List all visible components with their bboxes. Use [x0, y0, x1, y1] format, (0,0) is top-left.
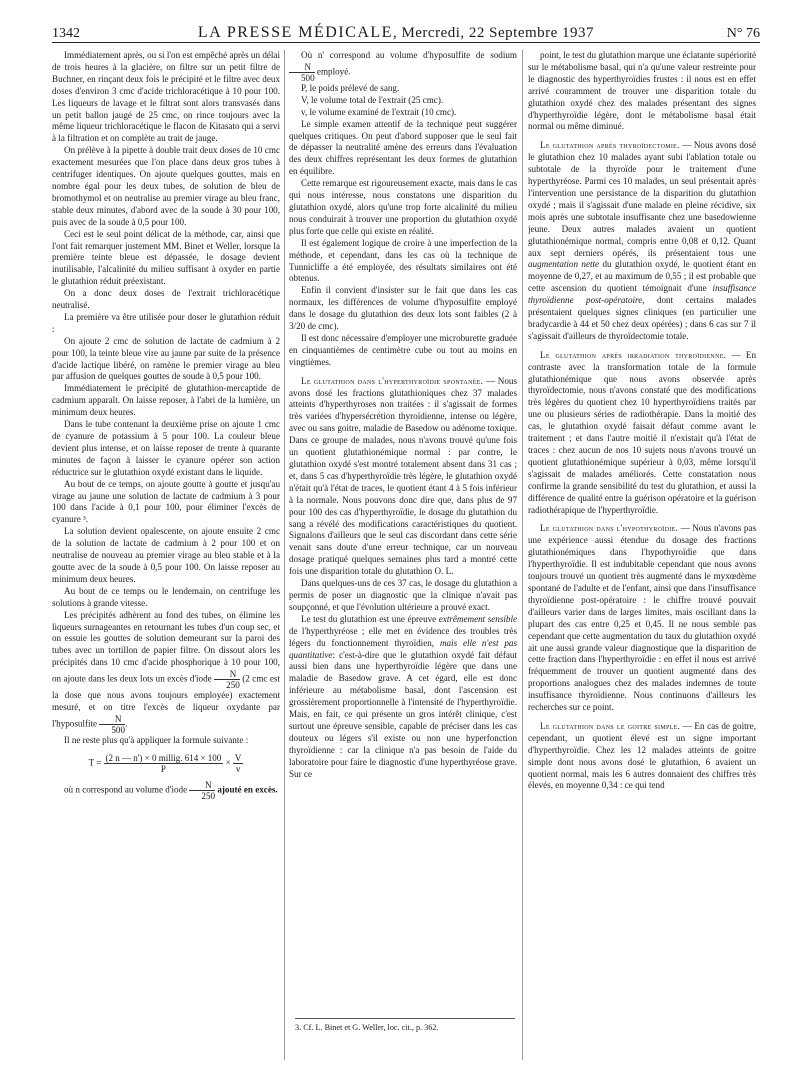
section-paragraph: Le glutathion après thyroïdectomie. — Nous avons dosé le glutathion chez 10 malades ayant subi l'ablation totale ou subtotale de la thyroïde pour le traitement d'une hyperthyréose. Parmi ces 10 malades, un seul présentait après l'intervention une persistance de la disparition du glutathion oxydé ; mais il s'agissait d'une malade en pleine récidive, six mois après une subtotale insuffisante chez une basedowienne jeune. Deux autres malades avaient un quotient glutathionémique normal, compris entre 0,08 et 0,12. Quant aux sept derniers opérés, ils présentaient tous une augmentation nette du glutathion oxydé, le quotient étant en moyenne de 0,27, et au maximum de 0,55 ; il est probable que cette ascension du quotient témoignait d'une insuffisance thyroïdienne post-opératoire, dont certains malades présentaient quelques signes cliniques (en particulier une bradycardie à 44 et 50 chez deux opérées) ; dans 6 cas sur 7 il s'agissait d'ailleurs de thyroïdectomie totale. — [528, 140, 756, 341]
column-rule-2 — [522, 50, 523, 1060]
paragraph: Dans quelques-uns de ces 37 cas, le dosage du glutathion a permis de poser un diagnostic que la clinique n'avait pas soupçonné, et que l'évolution ultérieure a prouvé exact. — [289, 578, 517, 612]
paragraph: Il est également logique de croire à une imperfection de la méthode, et cependant, dans les cas où la technique de Tunnicliffe a été employée, des résultats similaires ont été obtenus. — [289, 237, 517, 284]
paragraph: Cette remarque est rigoureusement exacte, mais dans le cas qui nous intéresse, nous constatons une disparition du glutathion oxydé, alors qu'une trop forte alcalinité du milieu nous conduirait à trouver une proportion du glutathion oxydé plus forte que celle qui existe en réalité. — [289, 178, 517, 236]
paragraph: point, le test du glutathion marque une éclatante supériorité sur le métabolisme basal, qui n'a qu'une valeur restreinte pour le diagnostic des hyperthyroïdies frustes : il nous est en effet arrivé couramment de trouver une disparition totale du glutathion oxydé chez des malades présentant des signes d'hyperthyroïdie légère, dont le métabolisme basal était normal ou même diminué. — [528, 50, 756, 132]
paragraph: Au bout de ce temps, on ajoute goutte à goutte et jusqu'au virage au jaune une solution de lactate de cadmium à 3 pour 100 dans l'acide à 0,1 pour 100, pour éliminer l'excès de cyanure ³. — [52, 478, 280, 525]
footnote: 3. Cf. L. Binet et G. Weller, loc. cit., p. 362. — [295, 1018, 515, 1032]
section-heading: Le glutathion dans l'hyperthyroïdie spontanée. — [301, 375, 484, 386]
paragraph: Immédiatement le précipité de glutathion-mercaptide de cadmium apparaît. On laisse reposer, à l'abri de la lumière, un minimum deux heures. — [52, 383, 280, 418]
list-item: V, le volume total de l'extrait (25 cmc). — [301, 94, 444, 105]
column-rule-1 — [284, 50, 285, 1060]
issue-number: N° 76 — [726, 26, 760, 41]
paragraph: La solution devient opalescente, on ajoute ensuite 2 cmc de la solution de lactate de cadmium à 2 pour 100 et on neutralise de nouveau au premier virage au bleu stable et à la goutte avec de la soude à 0,5 pour 100. On laisse reposer au minimum deux heures. — [52, 526, 280, 584]
column-3 — [528, 50, 756, 1072]
section-paragraph: Le glutathion après irradiation thyroïdienne. — En contraste avec la transformation totale de la formule glutathionémique que nous avons observée après thyroïdectomie, nous n'avons constaté que des modifications très légères du quotient chez 10 hyperthyroïdiens traités par une ou plusieurs séries de radiothérapie. Dans la moitié des cas, le glutathion oxydé faisait défaut comme avant le traitement ; et dans l'autre moitié il n'existait qu'à l'état de traces : chez aucun de nos 10 sujets nous n'avons trouvé un quotient glutathionémique supérieur à 0,03, même lorsqu'il s'agissait de malades améliorés. Cette constatation nous confirme la grande sensibilité du test du glutathion, et aussi la différence de qualité entre la guérison opératoire et la guérison radiothérapique de l'hyperthyroïdie. — [528, 349, 756, 515]
paragraph: Les précipités adhèrent au fond des tubes, on élimine les liqueurs surnageantes en retournant les tubes d'un coup sec, et on essuie les gouttes de solution demeurant sur la paroi des tubes avec un tortillon de papier filtre. On dissout alors les précipités dans 10 cmc d'acide phosphorique à 10 pour 100, on ajoute dans les deux lots un excès d'iode $\frac{N}{250}$ (2 cmc est la dose que nous avons toujours employée) exactement mesuré, et on titre l'excès de liqueur oxydante par l'hyposulfite $\frac{N}{500}$ . — [52, 609, 280, 735]
section-heading: Le glutathion après thyroïdectomie. — [540, 140, 680, 151]
paragraph: Au bout de ce temps ou le lendemain, on centrifuge les solutions à grande vitesse. — [52, 585, 280, 608]
paragraph: La première va être utilisée pour doser le glutathion réduit : — [52, 311, 280, 334]
paragraph: où n correspond au volume d'iode $\frac{N}{250}$ ajouté en excès. — [64, 779, 278, 801]
paragraph: Le test du glutathion est une épreuve extrêmement sensible de l'hyperthyréose ; elle met en évidence des troubles très légers du fonctionnement thyroïdien, mais elle n'est pas quantitative: c'est-à-dire que le glutathion oxydé fait défaut aussi bien dans une hyperthyroïdie légère que dans une maladie de Basedow grave. A cet égard, elle est donc inférieure au métabolisme basal, dont l'ascension est grossièrement proportionnelle à l'intensité de l'hyperthyroïdie. Mais, en fait, ce qui présente un gros intérêt clinique, c'est surtout une épreuve sensible, capable de préciser dans les cas douteux ou légers s'il existe ou non une hyperfonction thyroïdienne : car la clinique n'a pas besoin de l'aide du laboratoire pour faire le diagnostic d'une hyperthyréose grave. Sur ce — [289, 613, 517, 779]
journal-name: LA PRESSE MÉDICALE — [197, 24, 393, 41]
paragraph: Enfin il convient d'insister sur le fait que dans les cas normaux, les différences de volume d'hyposulfite employé dans le dosage du glutathion des deux lots sont faibles (2 à 3/20 de cmc). — [289, 285, 517, 332]
formula: T = $\frac{\text{(2 n — n') × 0 millig. 614 × 100}}{P}$ × $\frac{V}{v}$ — [88, 752, 242, 774]
paragraph: Il ne reste plus qu'à appliquer la formule suivante : — [64, 734, 249, 745]
paragraph: Dans le tube contenant la deuxième prise on ajoute 1 cmc de cyanure de potassium à 5 pour 100. La couleur bleue devient plus intense, et on laisse reposer de trente à quarante minutes de façon à laisser le cyanure opérer son action réductrice sur le glutathion oxydé existant dans le liquide. — [52, 419, 280, 477]
section-heading: Le glutathion dans l'hypothyroïdie. — [540, 523, 679, 534]
paragraph: Ceci est le seul point délicat de la méthode, car, ainsi que l'ont fait remarquer justement MM. Binet et Weller, lorsque la première teinte bleue est dépassée, le dosage devient inutilisable, l'alcalinité du milieu suffisant à oxyder en partie le glutathion réduit préexistant. — [52, 228, 280, 287]
paragraph: Il est donc nécessaire d'employer une microburette graduée en cinquantièmes de centimètre cube ou tout au moins en vingtièmes. — [289, 332, 517, 367]
journal-title: LA PRESSE MÉDICALE, Mercredi, 22 Septembre 1937 — [197, 24, 595, 41]
paragraph: On a donc deux doses de l'extrait trichloracétique neutralisé. — [52, 288, 280, 311]
paragraph: Le simple examen attentif de la technique peut suggérer quelques critiques. On peut d'abord supposer que le seul fait de dépasser la neutralité amène des erreurs dans l'évaluation des deux chiffres représentant les deux formes de glutathion en équilibre. — [289, 118, 517, 177]
list-item: P, le poids prélevé de sang. — [301, 82, 400, 93]
issue-date: Mercredi, 22 Septembre 1937 — [401, 25, 595, 41]
paragraph: On ajoute 2 cmc de solution de lactate de cadmium à 2 pour 100, la teinte bleue vire au jaune par suite de la présence d'acide lactique libéré, on ramène le premier virage au bleu par affusion de quelques gouttes de soude à 0,5 pour 100. — [52, 335, 280, 382]
fraction-n-500: $\frac{N}{500}$ — [99, 714, 125, 735]
page-number: 1342 — [52, 26, 80, 41]
fraction-n-250: $\frac{N}{250}$ — [214, 669, 240, 690]
fraction-n-500-c2: $\frac{N}{500}$ — [289, 62, 315, 83]
section-paragraph: Le glutathion dans l'hypothyroïdie. — Nous n'avons pas une expérience aussi étendue du dosage des fractions glutathionémiques dans l'hypothyroïdie que dans l'hyperthyroïdie. Il est indubitable cependant que nous avons toujours trouvé un quotient très augmenté dans le myxœdème spontané de l'adulte et de l'enfant, ainsi que dans l'insuffisance thyroïdienne post-opératoire : le chiffre trouvé pouvait d'ailleurs varier dans de larges limites, mais oscillant dans la plupart des cas entre 0,25 et 0,45. Il ne nous semble pas cependant que cette augmentation du taux du glutathion oxydé ait une aussi grande valeur diagnostique que la disparition de cette fraction dans l'hyperthyroïdie : en effet il nous est arrivé fréquemment de trouver un quotient augmenté dans des proportions analogues chez des malades indemnes de toute insuffisance thyroïdienne. Nous continuons d'ailleurs les recherches sur ce point. — [528, 523, 756, 713]
fraction-n-250-b: $\frac{N}{250}$ — [189, 780, 215, 801]
section-paragraph: Le glutathion dans l'hyperthyroïdie spontanée. — Nous avons dosé les fractions glutathioniques chez 37 malades atteints d'hyperthyroses non traitées : il s'agissait de formes très variées d'hypersécrétion thyroïdienne, intense ou légère, avec ou sans goitre, maladie de Basedow ou adénome toxique. Dans ce groupe de malades, nous n'avons trouvé qu'une fois un quotient glutathionémique normal : par contre, le glutathion oxydé s'est montré totalement absent dans 31 cas ; et, dans 5 cas d'hyperthyroïdie très légère, le glutathion oxydé n'était qu'à l'état de traces, le quotient étant 4 à 5 fois inférieur à la normale. Nous pouvons donc dire que, dans plus de 97 pour 100 des cas d'hyperthyroïdie, le dosage du glutathion du sang a révélé des modifications caractéristiques du quotient. Signalons d'ailleurs que le seul cas discordant dans cette série venait sans doute d'une erreur technique, car un nouveau dosage pratiqué quelques semaines plus tard a montré cette fois une disparition totale du glutathion O. L. — [289, 375, 517, 577]
paragraph: Immédiatement après, ou si l'on est empêché après un délai de trois heures à la glacière, on filtre sur un petit filtre de Buchner, en rinçant deux fois le précipité et le filtre avec deux doses d'environ 3 cmc d'acide trichloracétique à 10 pour 100. Les liqueurs de lavage et le filtrat sont alors transvasés dans un petit ballon jaugé de 25 cmc, on rince toujours avec la même liqueur trichloracétique le flacon de Kitasato qui a servi à la filtration et on complète au trait de jauge. — [52, 50, 280, 144]
section-paragraph: Le glutathion dans le goitre simple. — En cas de goitre, cependant, un quotient élevé est un signe important d'hyperthyroïdie. Chez les 12 malades atteints de goitre simple dont nous avons dosé le glutathion, 6 avaient un quotient normal, mais les 6 autres donnaient des chiffres très élevés, en moyenne 0,34 : ce qui tend — [528, 720, 756, 791]
section-heading: Le glutathion dans le goitre simple. — [540, 720, 681, 731]
column-1 — [52, 50, 280, 1072]
paragraph: On prélève à la pipette à double trait deux doses de 10 cmc exactement mesurées que l'on place dans deux gros tubes à centrifuger identiques. On ajoute quelques gouttes, mais en nombre égal pour les deux tubes, de solution de bleu de bromothymol et on neutralise au premier virage au bleu franc, stable deux minutes, d'abord avec de la soude à 30 pour 100, puis avec de la soude à 0,5 pour 100. — [52, 145, 280, 227]
paragraph: Où n' correspond au volume d'hyposulfite de sodium $\frac{N}{500}$ employé. — [289, 50, 517, 83]
column-2 — [289, 50, 517, 1072]
formula-main-fraction: $\frac{\text{(2 n — n') × 0 millig. 614 × 100}}{P}$ — [105, 752, 222, 774]
section-heading: Le glutathion après irradiation thyroïdienne. — [540, 349, 727, 360]
list-item: v, le volume examiné de l'extrait (10 cmc). — [301, 106, 457, 117]
page-header — [52, 20, 760, 43]
formula-volume-fraction: $\frac{V}{v}$ — [234, 752, 242, 774]
